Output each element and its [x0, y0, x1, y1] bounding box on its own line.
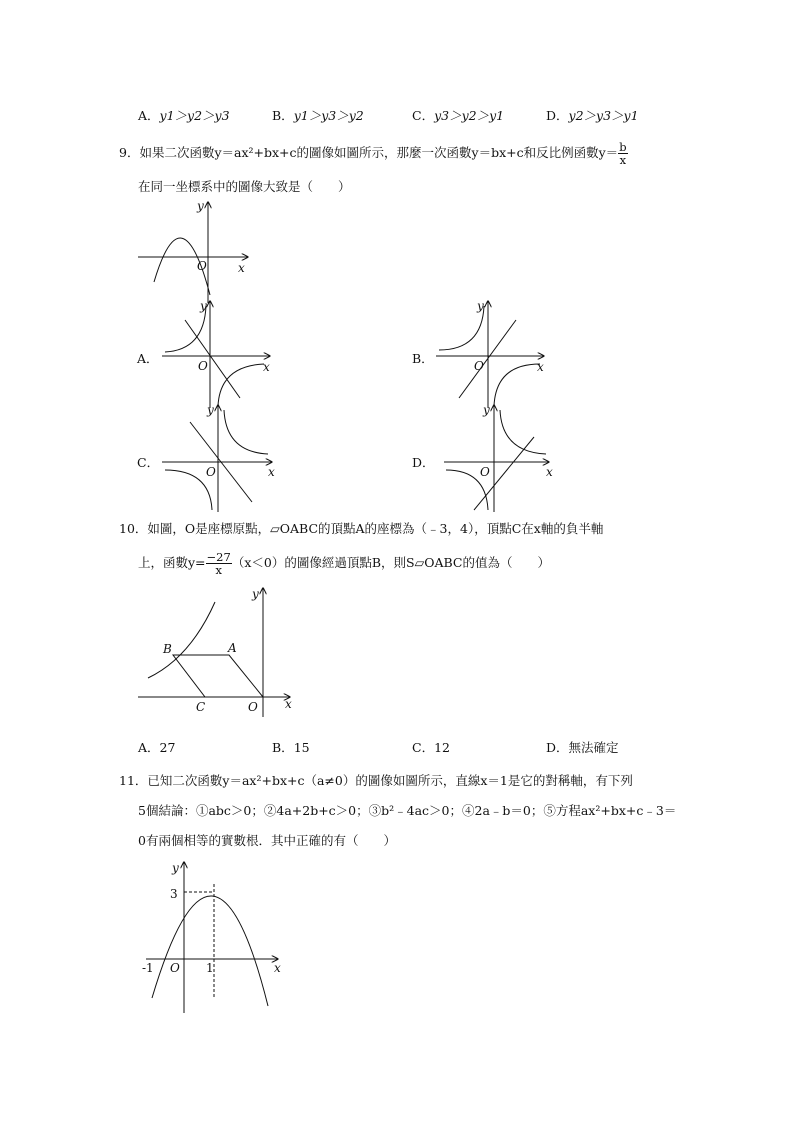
hyperbola-right: [494, 364, 540, 406]
q8-option-b-text: y1＞y3＞y2: [293, 108, 364, 123]
q11-stem-line3: 0有兩個相等的實數根．其中正確的有（ ）: [138, 833, 396, 848]
q8-option-a[interactable]: A．y1＞y2＞y3: [138, 108, 230, 123]
q9-frac-num: b: [619, 140, 627, 154]
hyperbola-right: [218, 364, 264, 406]
q10-option-a[interactable]: A．27: [138, 740, 176, 755]
q10-frac-den: x: [215, 563, 222, 577]
q9-fraction: [618, 141, 627, 166]
q8-option-d[interactable]: D．y2＞y3＞y1: [546, 108, 639, 123]
parabola: [152, 896, 268, 1006]
q9-option-d-label[interactable]: D．: [412, 455, 435, 470]
q9-option-a-graph[interactable]: [160, 298, 280, 410]
hyperbola-left: [165, 470, 212, 510]
q8-option-a-text: y1＞y2＞y3: [159, 108, 230, 123]
q10-text2a: 上，函數y=: [138, 555, 206, 570]
point-b-label: B: [163, 642, 172, 656]
q10-graph: [130, 586, 300, 718]
origin-label: O: [248, 700, 258, 714]
origin-label: O: [474, 359, 484, 373]
q10-text2b: （x＜0）的圖像經過頂點B，則S▱OABC的值為（ ）: [231, 555, 550, 570]
q11-graph: [138, 858, 288, 1016]
q10-number: 10．: [119, 521, 148, 536]
q10-stem-line2: [138, 551, 550, 576]
q11-stem-line2: 5個結論：①abc＞0；②4a+2b+c＞0；③b²﹣4ac＞0；④2a﹣b＝0；⑤方程ax²+bx+c﹣3＝: [138, 803, 677, 818]
label-minus-one: -1: [142, 961, 154, 975]
q8-option-d-text: y2＞y3＞y1: [568, 108, 639, 123]
origin-label: O: [170, 961, 180, 975]
origin-label: O: [480, 465, 490, 479]
line-graph: [185, 320, 240, 398]
y-label: y: [197, 199, 204, 213]
y-label: y: [252, 587, 259, 601]
label-one: 1: [206, 961, 214, 975]
q9-option-c-label[interactable]: C．: [137, 455, 160, 470]
parallelogram-oabc: [173, 655, 263, 697]
q8-option-b[interactable]: B．y1＞y3＞y2: [272, 108, 364, 123]
q9-option-d-graph[interactable]: [434, 402, 559, 514]
y-label: y: [172, 861, 179, 875]
y-label: y: [200, 299, 207, 313]
origin-label: O: [197, 259, 207, 273]
hyperbola-right: [500, 410, 546, 454]
q10-fraction: [206, 551, 232, 576]
x-label: x: [263, 360, 270, 374]
q8-option-c[interactable]: C．y3＞y2＞y1: [412, 108, 505, 123]
q10-option-d[interactable]: D．無法確定: [546, 740, 619, 755]
q9-text1: 如果二次函數y＝ax²+bx+c的圖像如圖所示，那麼一次函數y＝bx+c和反比例函數y＝: [139, 145, 619, 160]
q11-stem-line1: [119, 771, 633, 789]
q10-stem-line1: [119, 519, 603, 537]
x-label: x: [546, 465, 553, 479]
x-label: x: [274, 961, 281, 975]
q9-option-a-label[interactable]: A．: [137, 351, 159, 366]
x-label: x: [238, 261, 245, 275]
x-label: x: [268, 465, 275, 479]
y-label: y: [483, 403, 490, 417]
q9-option-b-label[interactable]: B．: [412, 351, 434, 366]
hyperbola-right: [224, 410, 268, 454]
q10-option-c[interactable]: C．12: [412, 740, 450, 755]
q9-frac-den: x: [619, 153, 627, 167]
x-label: x: [285, 697, 292, 711]
q9-stem-line2: 在同一坐標系中的圖像大致是（ ）: [138, 179, 351, 194]
q11-text1: 已知二次函數y＝ax²+bx+c（a≠0）的圖像如圖所示，直線x＝1是它的對稱軸，有下列: [147, 773, 633, 788]
q9-stem-line1: [119, 141, 628, 166]
y-label: y: [477, 299, 484, 313]
q10-text1: 如圖，O是座標原點，▱OABC的頂點A的座標為（﹣3，4），頂點C在x軸的負半軸: [147, 521, 604, 536]
point-a-label: A: [228, 641, 237, 655]
y-label: y: [207, 403, 214, 417]
point-c-label: C: [196, 700, 206, 714]
q9-option-b-graph[interactable]: [434, 298, 554, 410]
q9-option-c-graph[interactable]: [160, 402, 280, 514]
q9-number: 9．: [119, 145, 140, 160]
q10-option-b[interactable]: B．15: [272, 740, 310, 755]
q9-given-graph: [130, 200, 260, 305]
origin-label: O: [198, 359, 208, 373]
q11-number: 11．: [119, 773, 148, 788]
label-three: 3: [170, 887, 178, 901]
q10-frac-num: −27: [206, 550, 231, 564]
q8-option-c-text: y3＞y2＞y1: [434, 108, 505, 123]
origin-label: O: [206, 465, 216, 479]
x-label: x: [537, 360, 544, 374]
